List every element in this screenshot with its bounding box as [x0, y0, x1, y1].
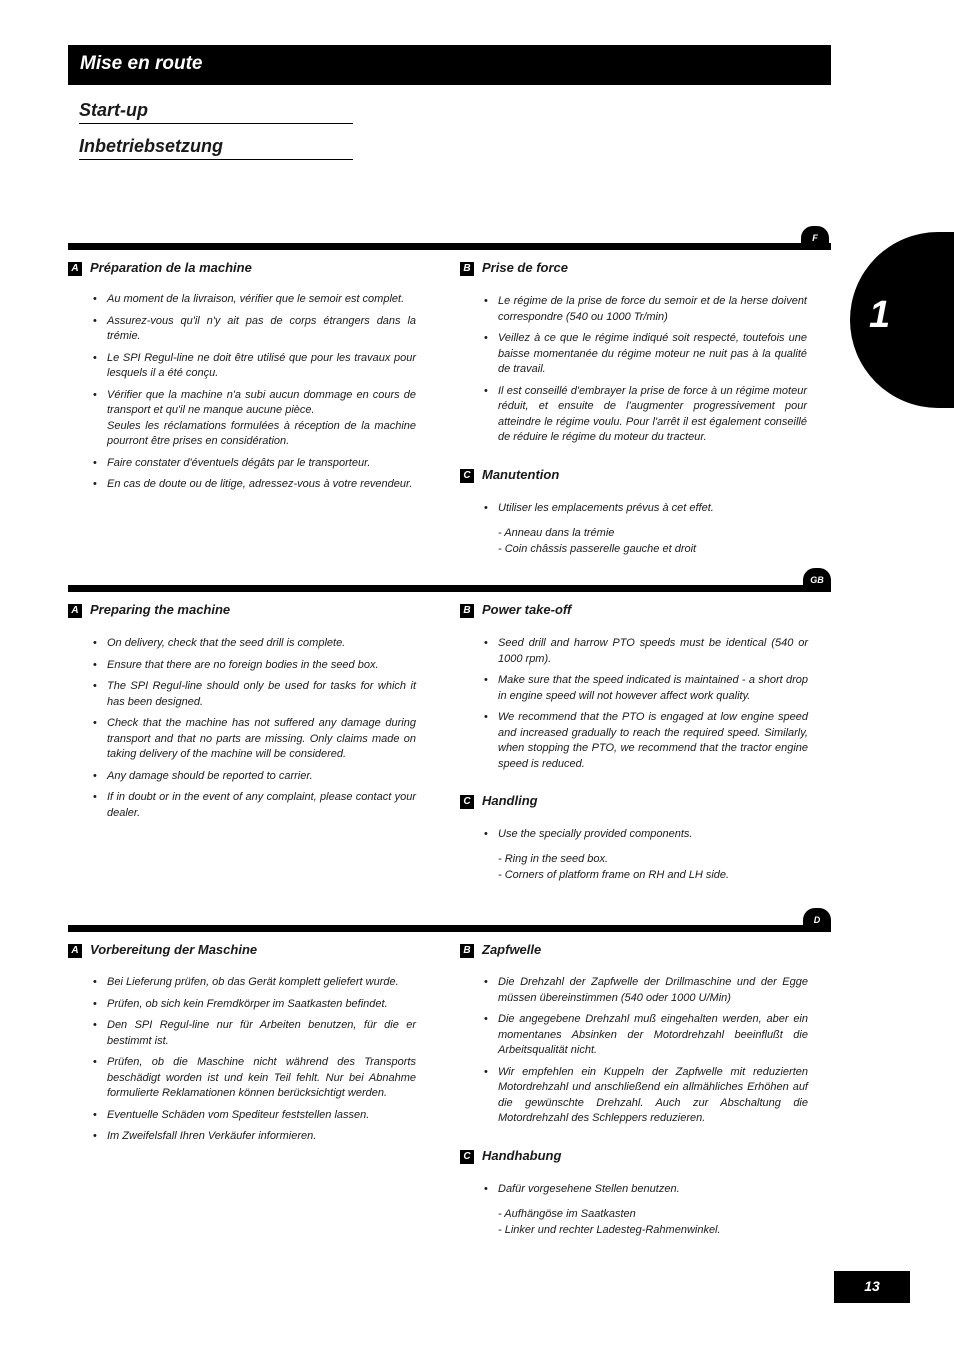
page-number: 13 — [834, 1271, 910, 1303]
subtitle-english: Start-up — [79, 100, 353, 124]
list-item: • The SPI Regul-line should only be used for tasks for which it has been designed. — [93, 679, 416, 710]
section-rule-f — [68, 243, 831, 250]
heading-text: Handhabung — [482, 1148, 562, 1163]
heading-text: Power take-off — [482, 602, 572, 617]
letter-badge: B — [460, 262, 474, 276]
heading-text: Preparing the machine — [90, 602, 231, 617]
list-c-f — [484, 501, 807, 557]
heading-b-gb — [460, 602, 571, 618]
list-a-gb — [93, 636, 416, 827]
list-item: • Eventuelle Schäden vom Spediteur feststellen lassen. — [93, 1108, 416, 1124]
list-item: • Die Drehzahl der Zapfwelle der Drillmaschine und der Egge müssen übereinstimmen (540 oder 1000 U/Min) — [484, 975, 808, 1006]
letter-badge: C — [460, 1150, 474, 1164]
heading-text: Handling — [482, 793, 538, 808]
list-item: • Il est conseillé d'embrayer la prise de force à un régime moteur réduit, et ensuite de l'augmenter progressivement pour atteindre le régime voulu. Pour l'arrêt il est également conseillé de réduire le régime du moteur du tracteur. — [484, 384, 807, 446]
letter-badge: A — [68, 262, 82, 276]
section-title-bar — [68, 45, 831, 85]
list-item: • Make sure that the speed indicated is maintained - a short drop in engine speed will not however affect work quality. — [484, 673, 808, 704]
chapter-number: 1 — [869, 294, 891, 336]
section-rule-d — [68, 925, 831, 932]
list-item: • Bei Lieferung prüfen, ob das Gerät komplett geliefert wurde. — [93, 975, 416, 991]
heading-c-gb — [460, 793, 538, 809]
list-b-f — [484, 294, 807, 452]
list-a-f — [93, 292, 416, 499]
sub-item: - Aufhängöse im Saatkasten — [498, 1207, 636, 1220]
sub-list — [484, 1206, 808, 1238]
heading-a-gb — [68, 602, 230, 618]
heading-text: Manutention — [482, 467, 560, 482]
list-item: • Prüfen, ob die Maschine nicht während des Transports beschädigt worden ist und kein Teil fehlt. Nur bei Abnahme formulierte Reklamationen können berücksichtigt werden. — [93, 1055, 416, 1102]
list-item: • Utiliser les emplacements prévus à cet effet. — [484, 501, 807, 517]
list-c-d — [484, 1182, 808, 1238]
heading-b-f — [460, 260, 568, 276]
letter-badge: B — [460, 604, 474, 618]
list-item: • We recommend that the PTO is engaged at low engine speed and increased gradually to reach the required speed. Similarly, when stopping the PTO, we recommend that the tractor engine speed is reduced. — [484, 710, 808, 772]
letter-badge: A — [68, 944, 82, 958]
subtitle-german: Inbetriebsetzung — [79, 136, 353, 160]
heading-text: Préparation de la machine — [90, 260, 252, 275]
letter-badge: A — [68, 604, 82, 618]
heading-text: Zapfwelle — [482, 942, 542, 957]
list-item: • Den SPI Regul-line nur für Arbeiten benutzen, für die er bestimmt ist. — [93, 1018, 416, 1049]
list-item: • Ensure that there are no foreign bodies in the seed box. — [93, 658, 416, 674]
sub-item: - Anneau dans la trémie — [498, 526, 615, 539]
list-item: • Seed drill and harrow PTO speeds must be identical (540 or 1000 rpm). — [484, 636, 808, 667]
heading-c-d — [460, 1148, 561, 1164]
list-item: • On delivery, check that the seed drill is complete. — [93, 636, 416, 652]
list-item: • En cas de doute ou de litige, adressez-vous à votre revendeur. — [93, 477, 416, 493]
list-item: • Im Zweifelsfall Ihren Verkäufer informieren. — [93, 1129, 416, 1145]
letter-badge: B — [460, 944, 474, 958]
list-item: • Le SPI Regul-line ne doit être utilisé que pour les travaux pour lesquels il a été conçu. — [93, 351, 416, 382]
list-item: • Dafür vorgesehene Stellen benutzen. — [484, 1182, 808, 1198]
heading-a-f — [68, 260, 252, 276]
letter-badge: C — [460, 795, 474, 809]
heading-text: Prise de force — [482, 260, 568, 275]
list-item: • Wir empfehlen ein Kuppeln der Zapfwelle mit reduzierten Motordrehzahl und anschließend ein allmähliches Erhöhen auf die gewünschte Drehzahl. Auch zur Abschaltung die Motordrehzahl des Schleppers reduzieren. — [484, 1065, 808, 1127]
sub-item: - Corners of platform frame on RH and LH side. — [498, 868, 730, 881]
list-a-d — [93, 975, 416, 1151]
sub-list — [484, 851, 808, 883]
heading-c-f — [460, 467, 559, 483]
list-item: • Die angegebene Drehzahl muß eingehalten werden, aber ein momentanes Absinken der Motordrehzahl beeinflußt die Arbeitsqualität nicht. — [484, 1012, 808, 1059]
section-rule-gb — [68, 585, 831, 592]
list-item: • Veillez à ce que le régime indiqué soit respecté, toutefois une baisse momentanée du régime moteur ne nuit pas à la qualité de travail. — [484, 331, 807, 378]
heading-b-d — [460, 942, 541, 958]
letter-badge: C — [460, 469, 474, 483]
sub-item: - Linker und rechter Ladesteg-Rahmenwinkel. — [498, 1223, 721, 1236]
language-tab-f: F — [801, 226, 829, 250]
list-item: • Faire constater d'éventuels dégâts par le transporteur. — [93, 456, 416, 472]
list-item: • Vérifier que la machine n'a subi aucun dommage en cours de transport et qu'il ne manque aucune pièce. Seules les réclamations formulées à réception de la machine pourront être prises en considération. — [93, 388, 416, 450]
list-item: • Prüfen, ob sich kein Fremdkörper im Saatkasten befindet. — [93, 997, 416, 1013]
sub-list — [484, 525, 807, 557]
list-item: • Check that the machine has not suffered any damage during transport and that no parts are missing. Only claims made on taking delivery of the machine will be considered. — [93, 716, 416, 763]
heading-text: Vorbereitung der Maschine — [90, 942, 258, 957]
sub-item: - Coin châssis passerelle gauche et droit — [498, 542, 697, 555]
section-title: Mise en route — [80, 53, 203, 74]
chapter-tab — [850, 232, 954, 408]
language-tab-d: D — [803, 908, 831, 932]
language-tab-gb: GB — [803, 568, 831, 592]
sub-item: - Ring in the seed box. — [498, 852, 609, 865]
list-item: • Any damage should be reported to carrier. — [93, 769, 416, 785]
list-b-gb — [484, 636, 808, 778]
list-item: • If in doubt or in the event of any complaint, please contact your dealer. — [93, 790, 416, 821]
list-item: • Le régime de la prise de force du semoir et de la herse doivent correspondre (540 ou 1000 Tr/min) — [484, 294, 807, 325]
list-item: • Au moment de la livraison, vérifier que le semoir est complet. — [93, 292, 416, 308]
heading-a-d — [68, 942, 257, 958]
list-b-d — [484, 975, 808, 1133]
list-c-gb — [484, 827, 808, 883]
list-item: • Use the specially provided components. — [484, 827, 808, 843]
list-item: • Assurez-vous qu'il n'y ait pas de corps étrangers dans la trémie. — [93, 314, 416, 345]
